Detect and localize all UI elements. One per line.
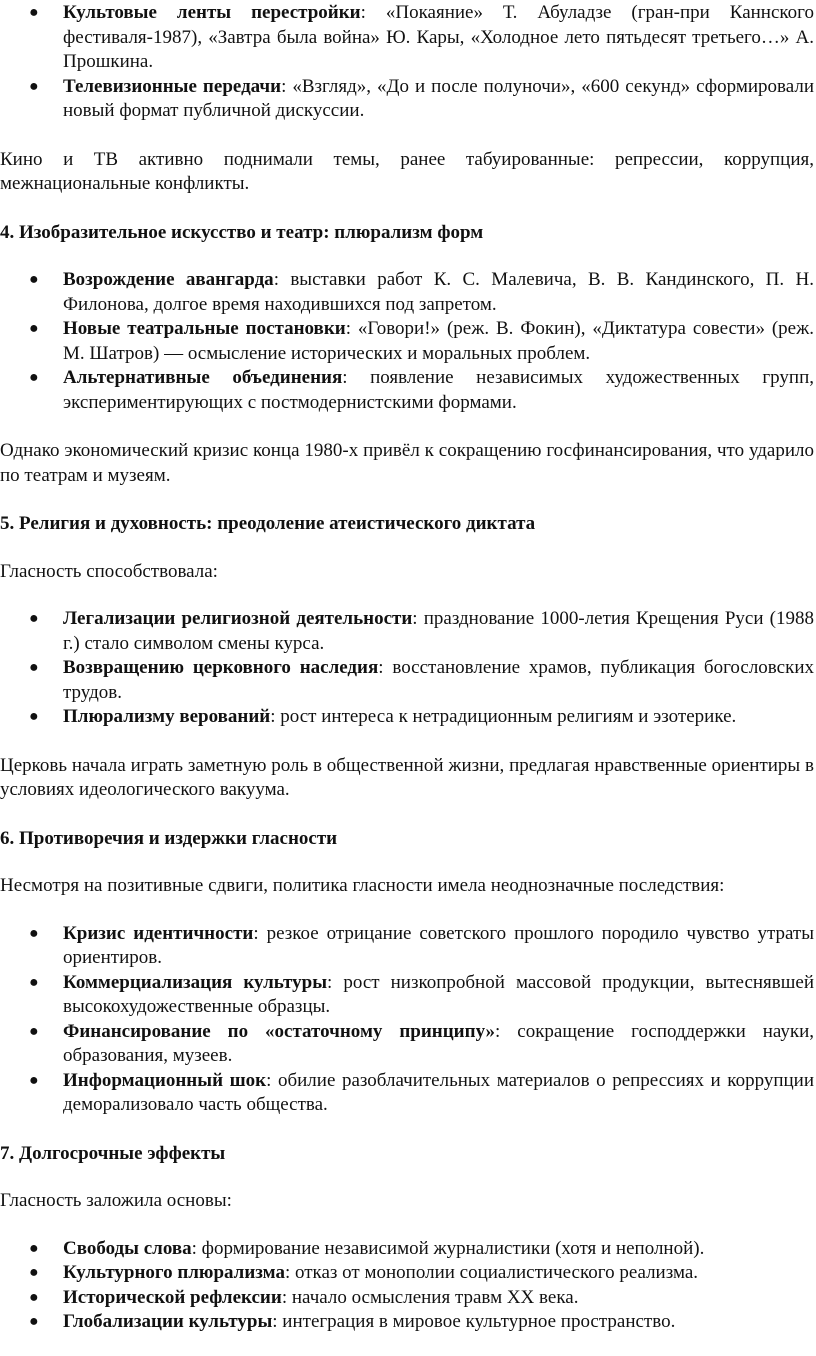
paragraph-section-5: Церковь начала играть заметную роль в общественной жизни, предлагая нравственные ориентиры в условиях идеологического вакуума.	[0, 754, 814, 800]
bullet-icon: ●	[29, 659, 39, 676]
list-section-6	[0, 922, 814, 1118]
bullet-icon: ●	[29, 320, 39, 337]
intro-section-5: Гласность способствовала:	[0, 560, 218, 582]
bullet-icon: ●	[29, 1071, 39, 1089]
bullet-icon: ●	[29, 708, 39, 725]
section-heading-5: 5. Религия и духовность: преодоление атеистического диктата	[0, 513, 536, 534]
list-item: ● Возрождение авангарда: выставки работ К. С. Малевича, В. В. Кандинского, П. Н. Филонова, долгое время находившихся под запретом.	[29, 269, 814, 315]
list-item: ● Альтернативные объединения: появление независимых художественных групп, экспериментирующих с постмодернистскими формами.	[29, 367, 814, 413]
list-item: ● Информационный шок: обилие разоблачительных материалов о репрессиях и коррупции деморализовало часть общества.	[29, 1069, 814, 1115]
list-item: ● Глобализации культуры: интеграция в мировое культурное пространство.	[0, 1310, 814, 1335]
list-item: ● Культовые ленты перестройки: «Покаяние» Т. Абуладзе (гран-при Каннского фестиваля-1987), «Завтра была война» Ю. Кары, «Холодное лето пятьдесят третьего…» А. Прошкина.	[29, 2, 814, 72]
bullet-icon: ●	[29, 271, 39, 288]
bullet-icon: ●	[29, 973, 39, 991]
paragraph-tv: Кино и ТВ активно поднимали темы, ранее табуированные: репрессии, коррупция, межнациональные конфликты.	[0, 148, 814, 194]
list-section-4	[0, 268, 814, 415]
bullet-icon: ●	[29, 1264, 39, 1281]
list-item: ● Легализации религиозной деятельности: празднование 1000-летия Крещения Руси (1988 г.) стало символом смены курса.	[29, 608, 814, 654]
bullet-icon: ●	[29, 1313, 39, 1330]
list-top	[0, 1, 814, 124]
bullet-icon: ●	[29, 77, 39, 95]
bullet-icon: ●	[29, 924, 39, 942]
bullet-icon: ●	[29, 1022, 39, 1040]
bullet-icon: ●	[29, 610, 39, 627]
section-heading-6: 6. Противоречия и издержки гласности	[0, 827, 338, 849]
intro-section-7: Гласность заложила основы:	[0, 1190, 232, 1211]
bullet-icon: ●	[29, 1239, 39, 1257]
list-item: ● Культурного плюрализма: отказ от монополии социалистического реализма.	[0, 1261, 814, 1286]
list-item: ● Плюрализму верований: рост интереса к нетрадиционным религиям и эзотерике.	[0, 705, 814, 730]
bullet-icon: ●	[29, 4, 39, 21]
list-item: ● Финансирование по «остаточному принципу»: сокращение господдержки науки, образования, музеев.	[29, 1020, 814, 1066]
list-section-5	[0, 607, 814, 730]
section-heading-7: 7. Долгосрочные эффекты	[0, 1142, 226, 1164]
bullet-icon: ●	[29, 369, 39, 386]
list-item: ● Новые театральные постановки: «Говори!» (реж. В. Фокин), «Диктатура совести» (реж. М. Шатров) — осмысление исторических и моральных проблем.	[29, 318, 814, 364]
section-heading-4: 4. Изобразительное искусство и театр: плюрализм форм	[0, 221, 484, 243]
bullet-icon: ●	[29, 1288, 39, 1306]
list-item: ● Свободы слова: формирование независимой журналистики (хотя и неполной).	[0, 1237, 814, 1262]
list-item: ● Возвращению церковного наследия: восстановление храмов, публикация богословских трудов.	[29, 657, 814, 703]
list-item: ● Исторической рефлексии: начало осмысления травм XX века.	[0, 1286, 814, 1311]
list-item: ● Кризис идентичности: резкое отрицание советского прошлого породило чувство утраты ориентиров.	[29, 922, 814, 968]
paragraph-section-4: Однако экономический кризис конца 1980-х привёл к сокращению госфинансирования, что ударило по театрам и музеям.	[0, 440, 814, 486]
intro-section-6: Несмотря на позитивные сдвиги, политика гласности имела неоднозначные последствия:	[0, 875, 725, 896]
list-item: ● Телевизионные передачи: «Взгляд», «До и после полуночи», «600 секунд» сформировали новый формат публичной дискуссии.	[29, 75, 814, 121]
list-section-7	[0, 1237, 814, 1335]
list-item: ● Коммерциализация культуры: рост низкопробной массовой продукции, вытеснявшей высокохудожественные образцы.	[29, 971, 814, 1017]
